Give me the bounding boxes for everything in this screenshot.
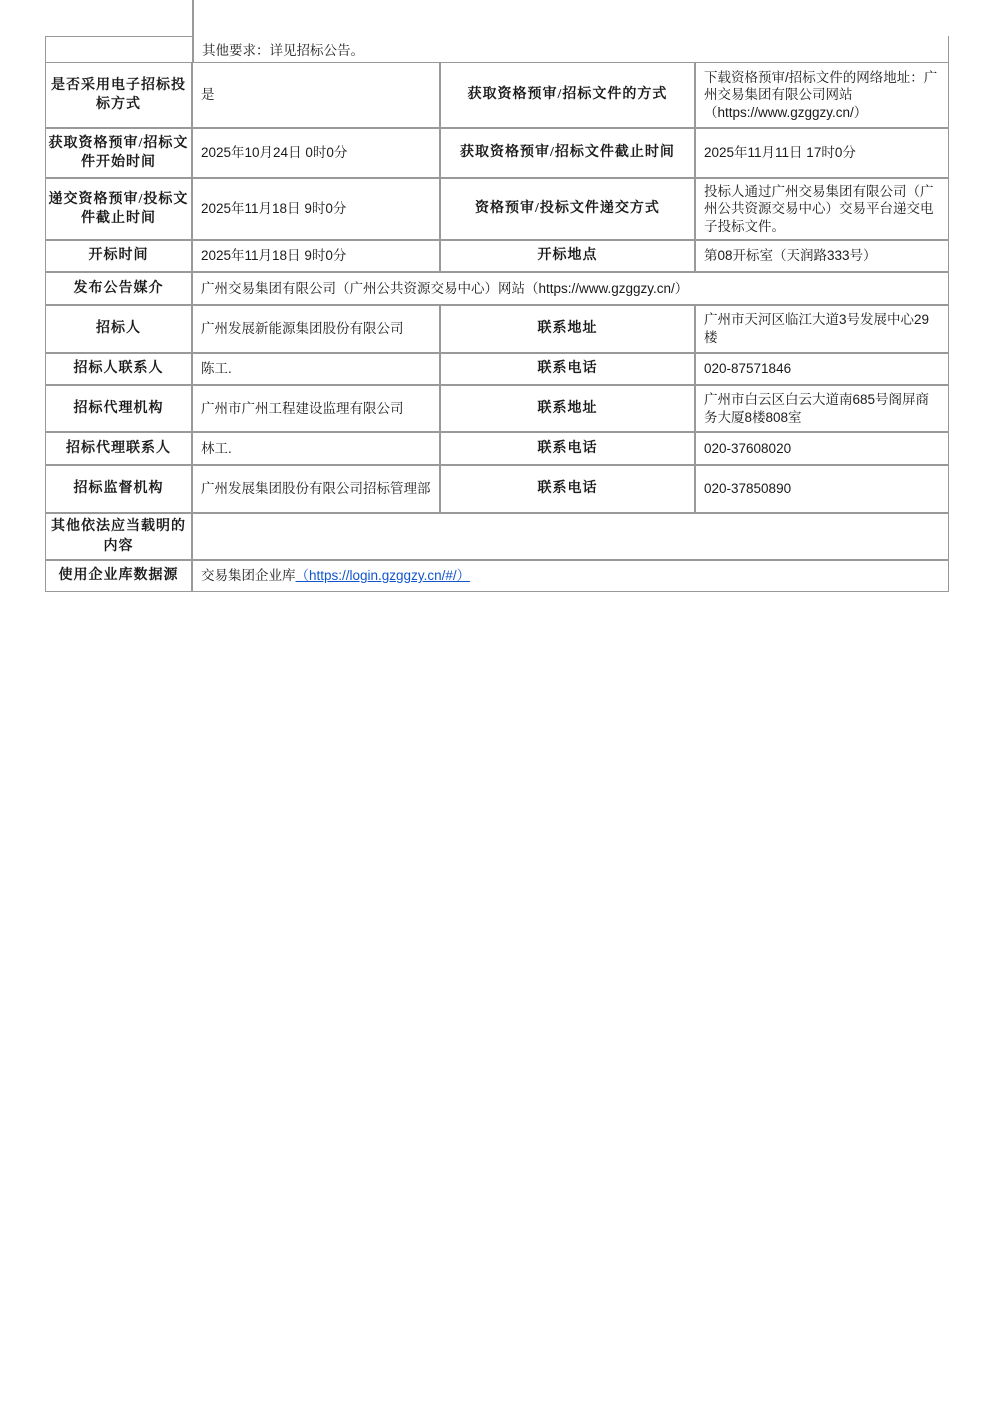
value-tenderer-address: 广州市天河区临江大道3号发展中心29楼	[695, 305, 949, 353]
other-requirements-text: 其他要求：详见招标公告。	[202, 43, 364, 58]
label-announcement-media: 发布公告媒介	[45, 272, 192, 305]
value-supervisor-phone: 020-37850890	[695, 465, 949, 513]
value-obtain-start-time: 2025年10月24日 0时0分	[192, 128, 440, 178]
partial-row-content-cell	[192, 36, 949, 62]
value-agency-phone: 020-37608020	[695, 432, 949, 465]
label-submission-deadline: 递交资格预审/投标文件截止时间	[45, 178, 192, 240]
value-enterprise-datasource	[192, 560, 949, 592]
label-tenderer-address: 联系地址	[440, 305, 695, 353]
value-tenderer-phone: 020-87571846	[695, 353, 949, 385]
label-obtain-start-time: 获取资格预审/招标文件开始时间	[45, 128, 192, 178]
label-supervisor: 招标监督机构	[45, 465, 192, 513]
row-agency-contact	[45, 432, 949, 465]
label-other-legal-content: 其他依法应当载明的内容	[45, 513, 192, 560]
label-document-obtain-method: 获取资格预审/招标文件的方式	[440, 62, 695, 128]
label-agency-contact: 招标代理联系人	[45, 432, 192, 465]
row-agency	[45, 385, 949, 432]
label-agency: 招标代理机构	[45, 385, 192, 432]
row-announcement-media	[45, 272, 949, 305]
row-bid-opening	[45, 240, 949, 272]
value-tenderer-contact: 陈工.	[192, 353, 440, 385]
value-announcement-media: 广州交易集团有限公司（广州公共资源交易中心）网站（https://www.gzggzy.cn/）	[192, 272, 949, 305]
partial-row-empty-label-cell	[45, 36, 192, 62]
label-opening-place: 开标地点	[440, 240, 695, 272]
value-document-obtain-method: 下载资格预审/招标文件的网络地址：广州交易集团有限公司网站（https://www.gzggzy.cn/）	[695, 62, 949, 128]
value-agency-contact: 林工.	[192, 432, 440, 465]
row-tenderer	[45, 305, 949, 353]
datasource-prefix-text: 交易集团企业库	[201, 568, 296, 584]
value-opening-time: 2025年11月18日 9时0分	[192, 240, 440, 272]
value-tenderer: 广州发展新能源集团股份有限公司	[192, 305, 440, 353]
value-submission-method: 投标人通过广州交易集团有限公司（广州公共资源交易中心）交易平台递交电子投标文件。	[695, 178, 949, 240]
value-submission-deadline: 2025年11月18日 9时0分	[192, 178, 440, 240]
value-supervisor: 广州发展集团股份有限公司招标管理部	[192, 465, 440, 513]
label-tenderer: 招标人	[45, 305, 192, 353]
row-tenderer-contact	[45, 353, 949, 385]
label-electronic-bidding: 是否采用电子招标投标方式	[45, 62, 192, 128]
datasource-link[interactable]: （https://login.gzggzy.cn/#/）	[295, 568, 471, 584]
row-supervisor	[45, 465, 949, 513]
value-agency: 广州市广州工程建设监理有限公司	[192, 385, 440, 432]
label-submission-method: 资格预审/投标文件递交方式	[440, 178, 695, 240]
label-agency-phone: 联系电话	[440, 432, 695, 465]
tender-info-table	[45, 62, 949, 592]
row-electronic-bidding	[45, 62, 949, 128]
column-divider-stub	[192, 0, 194, 37]
partial-row	[45, 36, 949, 62]
label-opening-time: 开标时间	[45, 240, 192, 272]
row-enterprise-datasource	[45, 560, 949, 592]
value-obtain-deadline: 2025年11月11日 17时0分	[695, 128, 949, 178]
label-tenderer-phone: 联系电话	[440, 353, 695, 385]
row-other-legal-content	[45, 513, 949, 560]
label-agency-address: 联系地址	[440, 385, 695, 432]
label-tenderer-contact: 招标人联系人	[45, 353, 192, 385]
label-supervisor-phone: 联系电话	[440, 465, 695, 513]
row-obtain-time	[45, 128, 949, 178]
value-electronic-bidding: 是	[192, 62, 440, 128]
label-enterprise-datasource: 使用企业库数据源	[45, 560, 192, 592]
value-agency-address: 广州市白云区白云大道南685号阁屏商务大厦8楼808室	[695, 385, 949, 432]
row-submission	[45, 178, 949, 240]
label-obtain-deadline: 获取资格预审/招标文件截止时间	[440, 128, 695, 178]
value-other-legal-content	[192, 513, 949, 560]
value-opening-place: 第08开标室（天润路333号）	[695, 240, 949, 272]
